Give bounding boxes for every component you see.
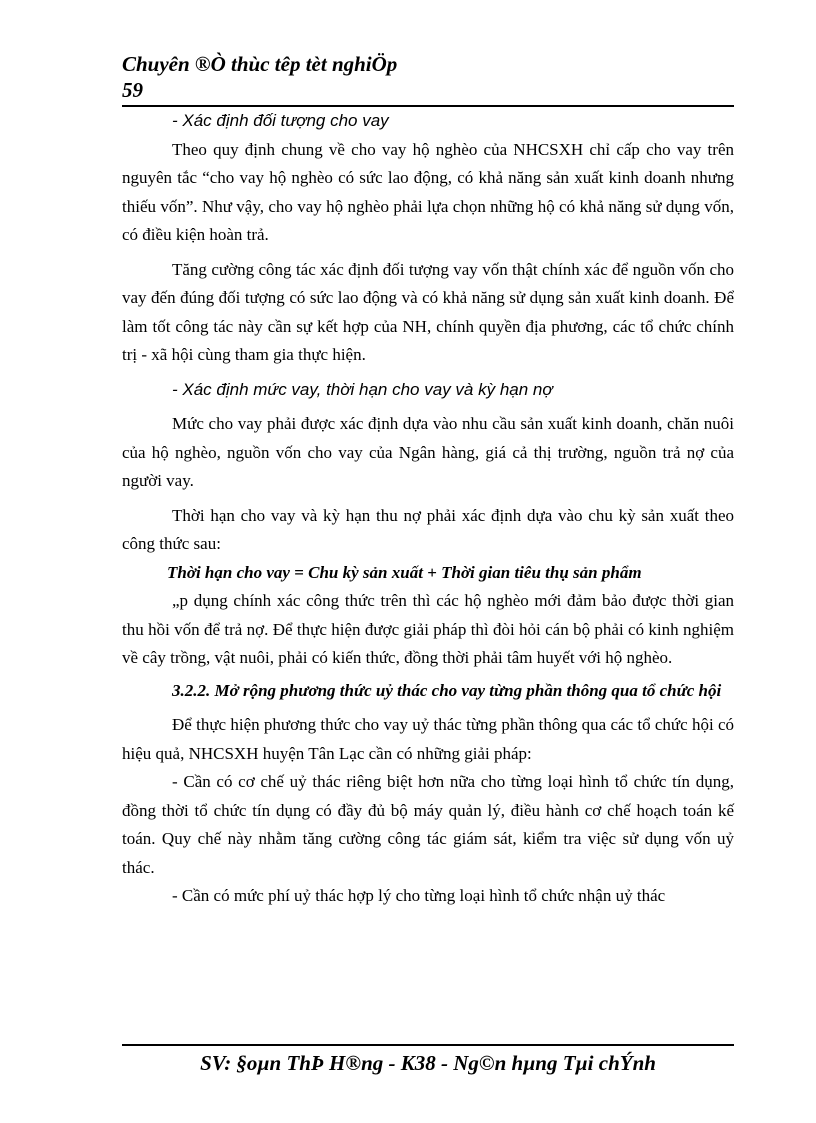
paragraph: Mức cho vay phải được xác định dựa vào nhu cầu sản xuất kinh doanh, chăn nuôi của hộ nghèo, nguồn vốn cho vay của Ngân hàng, giá cả thị trường, nguồn trả nợ của người vay. — [122, 414, 734, 490]
running-footer: SV: §oµn ThÞ H®ng - K38 - Ng©n hµng Tµi chÝnh — [200, 1051, 656, 1075]
document-body — [122, 107, 734, 911]
paragraph: - Cần có mức phí uỷ thác hợp lý cho từng loại hình tổ chức nhận uỷ thác — [172, 886, 666, 905]
subheading-loan-term: - Xác định mức vay, thời hạn cho vay và kỳ hạn nợ — [172, 379, 553, 399]
formula: Thời hạn cho vay = Chu kỳ sản xuất + Thời gian tiêu thụ sản phẩm — [167, 562, 642, 582]
footer-rule — [122, 1044, 734, 1046]
paragraph: Để thực hiện phương thức cho vay uỷ thác từng phần thông qua các tổ chức hội có hiệu quả, NHCSXH huyện Tân Lạc cần có những giải pháp: — [122, 715, 734, 763]
running-header-title: Chuyên ®Ò thùc têp tèt nghiÖp — [122, 52, 398, 76]
page-number: 59 — [122, 78, 143, 102]
subheading-loan-subject: - Xác định đối tượng cho vay — [172, 111, 389, 130]
section-heading: 3.2.2. Mở rộng phương thức uỷ thác cho vay từng phần thông qua tổ chức hội — [172, 680, 722, 700]
paragraph: - Cần có cơ chế uỷ thác riêng biệt hơn nữa cho từng loại hình tổ chức tín dụng, đồng thời tổ chức tín dụng có đầy đủ bộ máy quản lý, điều hành cơ chế hoạch toán kế toán. Quy chế này nhằm tăng cường công tác giám sát, kiểm tra việc sử dụng vốn uỷ thác. — [122, 772, 734, 877]
paragraph: Tăng cường công tác xác định đối tượng vay vốn thật chính xác để nguồn vốn cho vay đến đúng đối tượng có sức lao động và có khả năng sử dụng sản xuất kinh doanh. Để làm tốt công tác này cần sự kết hợp của NH, chính quyền địa phương, các tổ chức chính trị - xã hội cùng tham gia thực hiện. — [122, 259, 734, 364]
paragraph: Theo quy định chung về cho vay hộ nghèo của NHCSXH chỉ cấp cho vay trên nguyên tắc “cho vay hộ nghèo có sức lao động, có khả năng sản xuất kinh doanh nhưng thiếu vốn”. Như vậy, cho vay hộ nghèo phải lựa chọn những hộ có khả năng sử dụng vốn, có điều kiện hoàn trả. — [122, 139, 734, 244]
paragraph: „p dụng chính xác công thức trên thì các hộ nghèo mới đảm bảo được thời gian thu hồi vốn để trả nợ. Để thực hiện được giải pháp thì đòi hỏi cán bộ phải có kinh nghiệm về cây trồng, vật nuôi, phải có kiến thức, đồng thời phải tâm huyết với hộ nghèo. — [122, 591, 734, 667]
paragraph: Thời hạn cho vay và kỳ hạn thu nợ phải xác định dựa vào chu kỳ sản xuất theo công thức sau: — [122, 505, 734, 553]
